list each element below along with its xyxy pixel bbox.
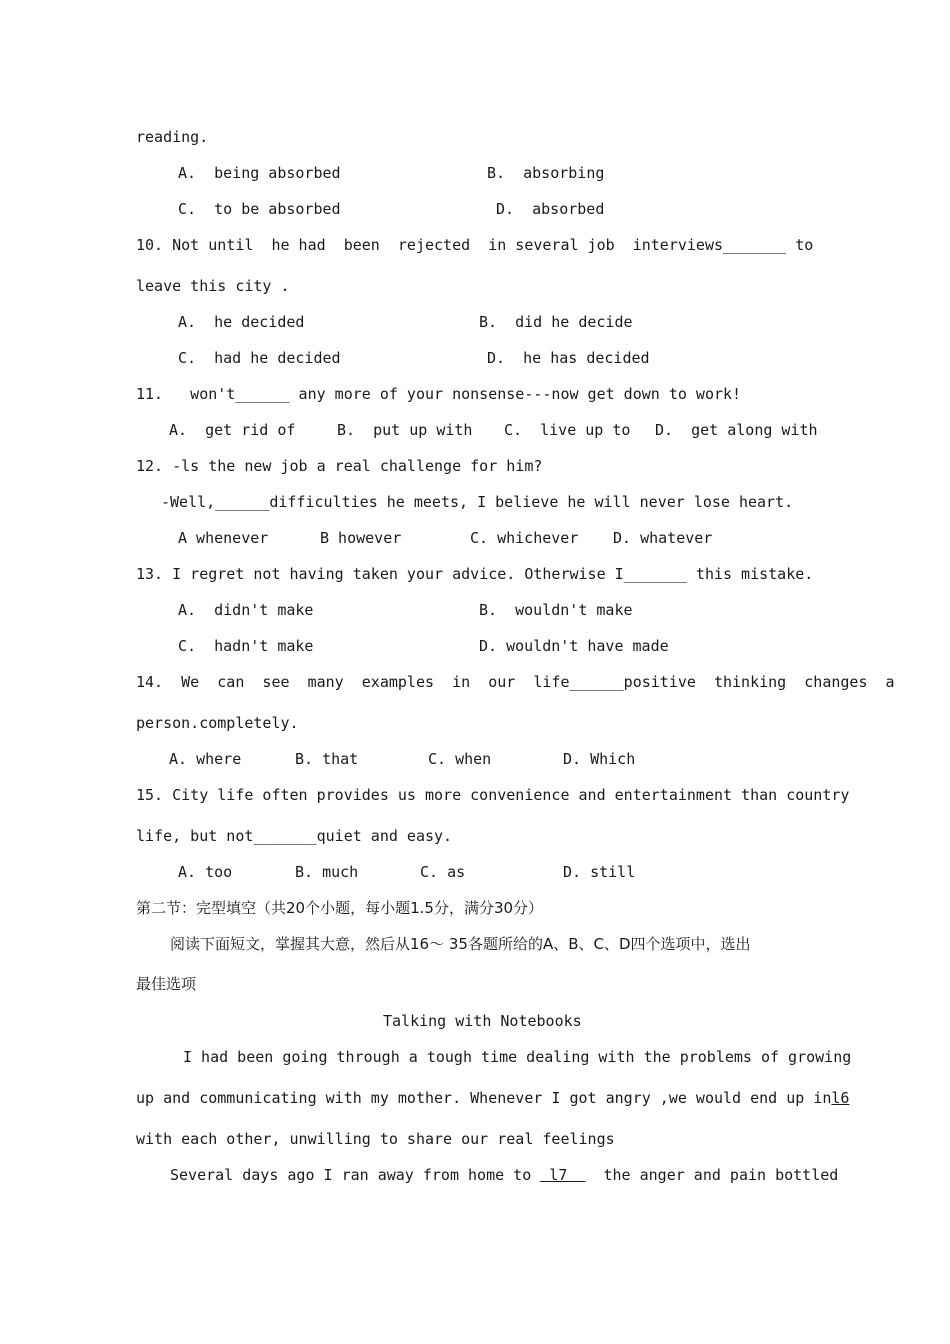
q9-option-d: D. absorbed bbox=[496, 200, 605, 218]
q9-option-c: C. to be absorbed bbox=[178, 200, 341, 218]
q14-option-b: B. that bbox=[295, 750, 359, 768]
blank-16: l6 bbox=[831, 1089, 850, 1107]
q13-option-d: D. wouldn't have made bbox=[479, 637, 669, 655]
q11-stem: 11. won't______ any more of your nonsense---now get down to work! bbox=[136, 385, 742, 403]
passage-p2-text-post: the anger and pain bottled bbox=[585, 1166, 839, 1184]
q12-stem-line1: 12. -ls the new job a real challenge for him? bbox=[136, 457, 543, 475]
passage-p1-line2-text: up and communicating with my mother. Whenever I got angry ,we would end up in bbox=[136, 1089, 832, 1107]
q15-option-b: B. much bbox=[295, 863, 359, 881]
q12-option-c: C. whichever bbox=[470, 529, 579, 547]
q14-option-d: D. Which bbox=[563, 750, 636, 768]
passage-p2-text-pre: Several days ago I ran away from home to bbox=[170, 1166, 541, 1184]
section-heading: 第二节：完型填空（共20个小题，每小题1.5分，满分30分） bbox=[136, 899, 544, 917]
q11-option-b: B. put up with bbox=[337, 421, 473, 439]
q9-option-a: A. being absorbed bbox=[178, 164, 341, 182]
q15-stem-line1: 15. City life often provides us more convenience and entertainment than country bbox=[136, 786, 850, 804]
q12-stem-line2: -Well,______difficulties he meets, I believe he will never lose heart. bbox=[161, 493, 794, 511]
q11-option-d: D. get along with bbox=[655, 421, 818, 439]
q15-stem-line2: life, but not_______quiet and easy. bbox=[136, 827, 453, 845]
q14-option-c: C. when bbox=[428, 750, 492, 768]
q10-stem-line1: 10. Not until he had been rejected in several job interviews_______ to bbox=[136, 236, 814, 254]
q10-stem-line2: leave this city . bbox=[136, 277, 290, 295]
section-instruction-line1: 阅读下面短文，掌握其大意，然后从16～ 35各题所给的A、B、C、D四个选项中，选出 bbox=[170, 935, 751, 953]
q13-stem: 13. I regret not having taken your advice. Otherwise I_______ this mistake. bbox=[136, 565, 814, 583]
q13-option-b: B. wouldn't make bbox=[479, 601, 633, 619]
q9-option-b: B. absorbing bbox=[487, 164, 605, 182]
passage-p1-line3: with each other, unwilling to share our real feelings bbox=[136, 1130, 615, 1148]
q14-stem-line1: 14. We can see many examples in our life______positive thinking changes a bbox=[136, 673, 895, 691]
q12-option-b: B however bbox=[320, 529, 402, 547]
q14-stem-line2: person.completely. bbox=[136, 714, 299, 732]
passage-p1-line2 bbox=[136, 1088, 849, 1108]
passage-p2-line1 bbox=[170, 1165, 838, 1185]
q12-option-a: A whenever bbox=[178, 529, 269, 547]
q14-option-a: A. where bbox=[169, 750, 242, 768]
q13-option-a: A. didn't make bbox=[178, 601, 314, 619]
q11-option-c: C. live up to bbox=[504, 421, 631, 439]
q10-option-b: B. did he decide bbox=[479, 313, 633, 331]
q15-option-a: A. too bbox=[178, 863, 233, 881]
q12-option-d: D. whatever bbox=[613, 529, 713, 547]
section-instruction-line2: 最佳选项 bbox=[136, 975, 197, 993]
passage-p1-line1: I had been going through a tough time dealing with the problems of growing bbox=[183, 1048, 852, 1066]
q15-option-c: C. as bbox=[420, 863, 466, 881]
q11-option-a: A. get rid of bbox=[169, 421, 296, 439]
q13-option-c: C. hadn't make bbox=[178, 637, 314, 655]
q9-tail-text: reading. bbox=[136, 128, 209, 146]
q10-option-d: D. he has decided bbox=[487, 349, 650, 367]
q10-option-a: A. he decided bbox=[178, 313, 305, 331]
q15-option-d: D. still bbox=[563, 863, 636, 881]
blank-17: l7 bbox=[540, 1166, 586, 1184]
passage-title: Talking with Notebooks bbox=[383, 1012, 582, 1030]
q10-option-c: C. had he decided bbox=[178, 349, 341, 367]
